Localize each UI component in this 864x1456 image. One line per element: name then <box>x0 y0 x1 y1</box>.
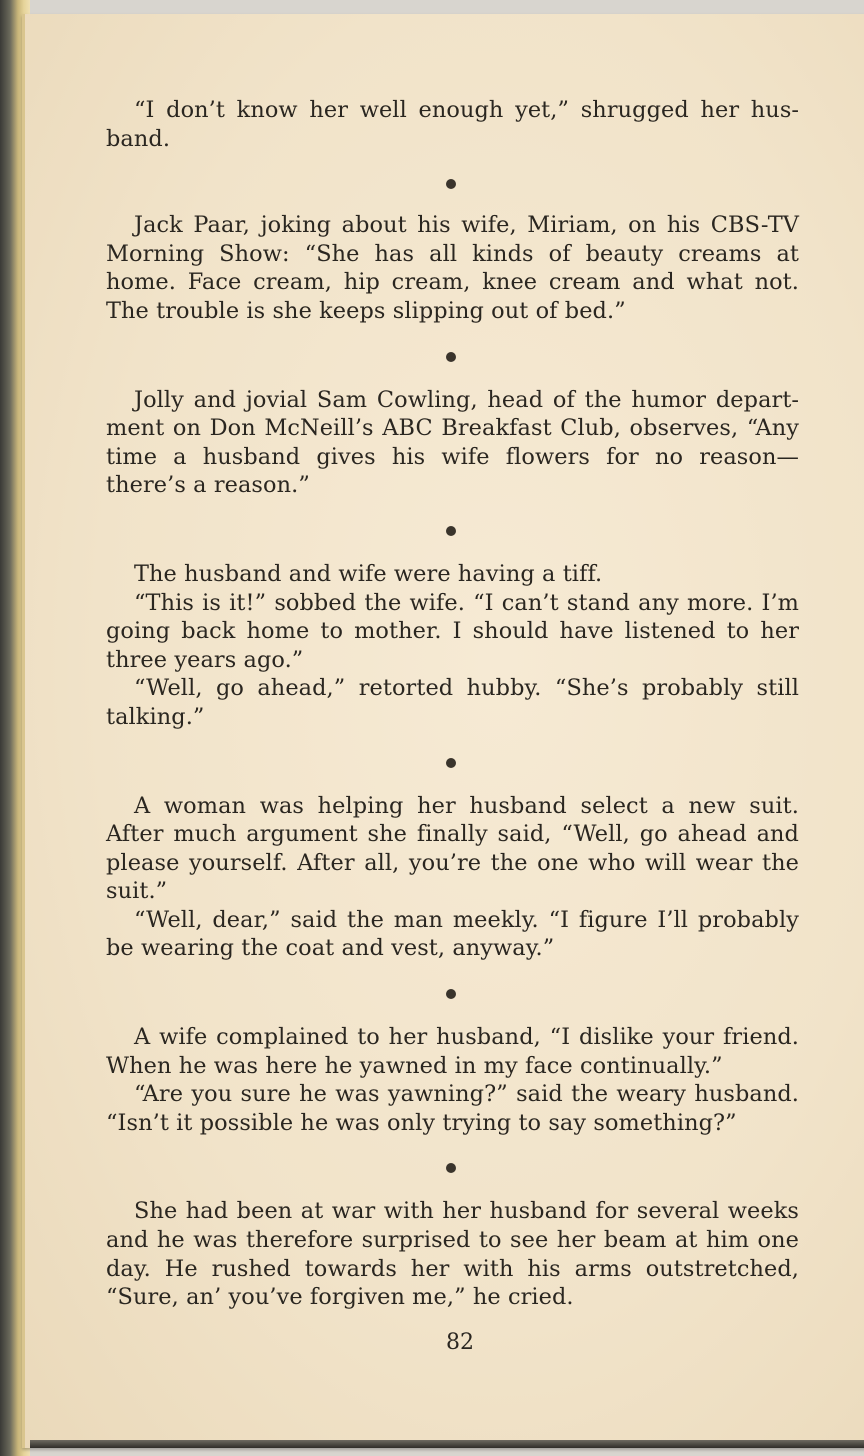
paragraph: Jolly and jovial Sam Cowling, head of the humor department on Don McNeill’s ABC Breakfast Club, observes, “Any time a husband gives his wife flowers for no reason— there’s a reason.” <box>106 386 799 499</box>
joke-section-1 <box>106 96 799 153</box>
bullet-dot-icon <box>446 179 456 189</box>
paragraph: “This is it!” sobbed the wife. “I can’t stand any more. I’m going back home to mother. I should have listened to her three years ago.” <box>106 589 799 673</box>
section-separator <box>106 1137 799 1197</box>
paragraph: “Are you sure he was yawning?” said the weary husband. “Isn’t it possible he was only trying to say something?” <box>106 1081 799 1136</box>
joke-section-6 <box>106 1023 799 1137</box>
page-bottom-edge <box>30 1440 864 1448</box>
paragraph: Jack Paar, joking about his wife, Miriam, on his CBS-TV Morning Show: “She has all kinds of beauty creams at home. Face cream, hip cream, knee cream and what not. The trouble is she keeps slipping out of bed.” <box>106 212 799 324</box>
joke-section-3 <box>106 386 799 500</box>
paragraph: A woman was helping her husband select a new suit. After much argument she finally said, “Well, go ahead and please yourself. After all, you’re the one who will wear the suit.” <box>106 792 799 905</box>
paragraph: A wife complained to her husband, “I dislike your friend. When he was here he yawned in my face continually.” <box>106 1024 799 1079</box>
bullet-dot-icon <box>446 1163 456 1173</box>
bullet-dot-icon <box>446 526 456 536</box>
joke-section-5 <box>106 792 799 964</box>
bullet-dot-icon <box>446 989 456 999</box>
page-text <box>106 96 799 1312</box>
joke-section-4 <box>106 560 799 732</box>
paragraph: “Well, go ahead,” retorted hubby. “She’s probably still talking.” <box>106 675 799 730</box>
section-separator <box>106 153 799 211</box>
paragraph: “I don’t know her well enough yet,” shrugged her husband. <box>106 97 799 152</box>
paragraph: She had been at war with her husband for several weeks and he was therefore surprised to see her beam at him one day. He rushed towards her with his arms outstretched, “Sure, an’ you’ve forgiven me,” he cried. <box>106 1198 799 1311</box>
joke-section-7 <box>106 1197 799 1311</box>
paragraph: The husband and wife were having a tiff. <box>134 560 603 587</box>
page-number: 82 <box>446 1330 474 1355</box>
section-separator <box>106 326 799 386</box>
paragraph: “Well, dear,” said the man meekly. “I figure I’ll probably be wearing the coat and vest, anyway.” <box>106 906 799 962</box>
section-separator <box>106 963 799 1023</box>
bullet-dot-icon <box>446 758 456 768</box>
section-separator <box>106 732 799 792</box>
joke-section-2 <box>106 211 799 325</box>
section-separator <box>106 500 799 560</box>
bullet-dot-icon <box>446 352 456 362</box>
